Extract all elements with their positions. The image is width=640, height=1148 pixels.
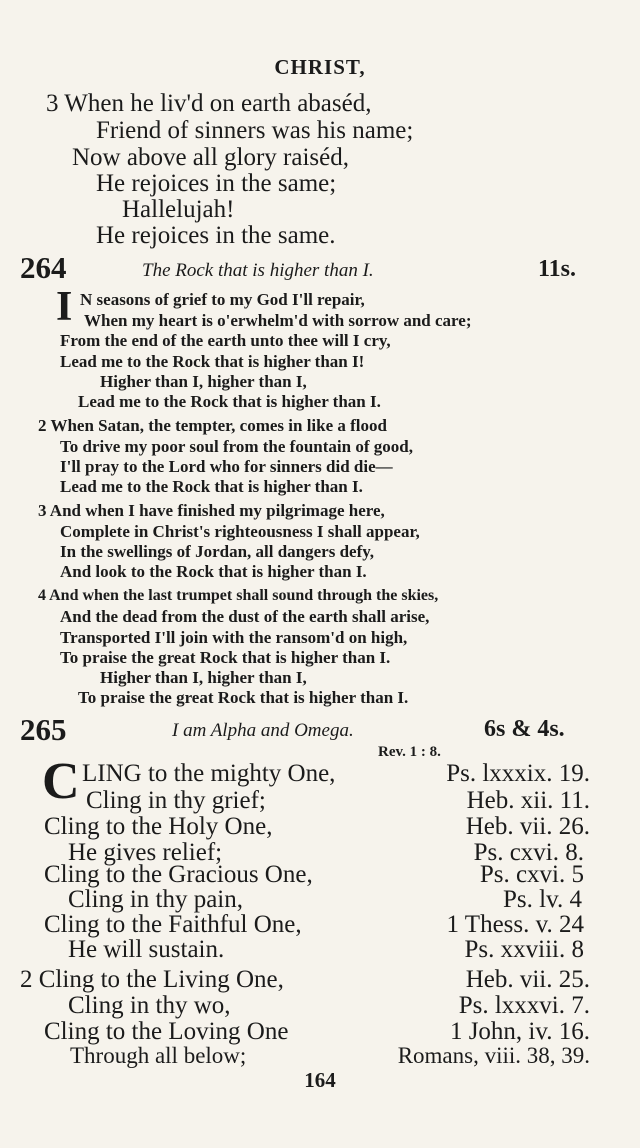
verse-line: LING to the mighty One,	[82, 760, 336, 787]
verse-reference: Ps. cxvi. 5	[479, 861, 584, 888]
hymn-title: The Rock that is higher than I.	[142, 260, 374, 281]
verse-line: Higher than I, higher than I,	[100, 668, 307, 687]
verse-reference: Romans, viii. 38, 39.	[397, 1043, 590, 1068]
scripture-reference: Rev. 1 : 8.	[378, 744, 441, 760]
prev-stanza-line: Friend of sinners was his name;	[96, 117, 414, 144]
verse-line: I'll pray to the Lord who for sinners did die—	[60, 457, 393, 476]
verse-line: Cling to the Loving One	[44, 1018, 289, 1045]
hymn-meter: 11s.	[538, 256, 577, 282]
verse-line: Complete in Christ's righteousness I shall appear,	[60, 522, 420, 541]
verse-line: Cling to the Faithful One,	[44, 911, 302, 938]
verse-line: When my heart is o'erwhelm'd with sorrow and care;	[84, 311, 472, 330]
verse-line: From the end of the earth unto thee will I cry,	[60, 331, 391, 350]
verse-line: And the dead from the dust of the earth shall arise,	[60, 607, 430, 626]
verse-line: To drive my poor soul from the fountain of good,	[60, 437, 413, 456]
verse-line: Cling to the Holy One,	[44, 813, 273, 840]
verse-line: And look to the Rock that is higher than I.	[60, 562, 367, 581]
hymn-number: 265	[20, 712, 67, 747]
verse-reference: Heb. vii. 25.	[465, 966, 590, 993]
hymn-title: I am Alpha and Omega.	[172, 720, 354, 741]
page-header: CHRIST,	[274, 55, 366, 79]
verse-line: Lead me to the Rock that is higher than I.	[78, 392, 381, 411]
verse-line: Higher than I, higher than I,	[100, 372, 307, 391]
prev-stanza-line: He rejoices in the same;	[96, 170, 337, 197]
verse-line: He gives relief;	[68, 839, 223, 866]
verse-reference: Heb. vii. 26.	[465, 813, 590, 840]
prev-stanza-line: Hallelujah!	[122, 196, 235, 223]
verse-line: Lead me to the Rock that is higher than I.	[60, 477, 363, 496]
prev-stanza-line: He rejoices in the same.	[96, 222, 336, 249]
verse-reference: 1 Thess. v. 24	[446, 911, 584, 938]
verse-line: 4 And when the last trumpet shall sound through the skies,	[38, 587, 439, 604]
verse-line: He will sustain.	[68, 936, 225, 963]
verse-line: To praise the great Rock that is higher than I.	[60, 648, 391, 667]
verse-reference: Heb. xii. 11.	[466, 787, 590, 814]
verse-line: 3 And when I have finished my pilgrimage here,	[38, 501, 385, 520]
verse-line: Lead me to the Rock that is higher than I!	[60, 352, 365, 371]
drop-cap: I	[56, 284, 73, 330]
prev-stanza-line: 3 When he liv'd on earth abaséd,	[46, 90, 372, 117]
verse-line: Cling in thy wo,	[68, 992, 231, 1019]
verse-line: Transported I'll join with the ransom'd on high,	[60, 628, 408, 647]
verse-line: Cling in thy grief;	[86, 787, 266, 814]
verse-reference: Ps. lxxxix. 19.	[446, 760, 590, 787]
verse-line: To praise the great Rock that is higher than I.	[78, 688, 409, 707]
verse-line: Cling to the Gracious One,	[44, 861, 313, 888]
verse-reference: 1 John, iv. 16.	[449, 1018, 590, 1045]
prev-stanza-line: Now above all glory raiséd,	[72, 144, 350, 171]
hymn-meter: 6s & 4s.	[484, 716, 565, 742]
verse-reference: Ps. lxxxvi. 7.	[458, 992, 590, 1019]
verse-reference: Ps. lv. 4	[503, 886, 582, 913]
verse-line: 2 Cling to the Living One,	[20, 966, 284, 993]
verse-line: In the swellings of Jordan, all dangers defy,	[60, 542, 375, 561]
hymn-number: 264	[20, 250, 67, 285]
verse-line: N seasons of grief to my God I'll repair,	[80, 290, 365, 309]
verse-reference: Ps. xxviii. 8	[464, 936, 584, 963]
verse-reference: Ps. cxvi. 8.	[473, 839, 584, 866]
verse-line: 2 When Satan, the tempter, comes in like a flood	[38, 416, 387, 435]
verse-line: Through all below;	[70, 1043, 247, 1068]
verse-line: Cling in thy pain,	[68, 886, 243, 913]
drop-cap: C	[42, 753, 80, 810]
page-number: 164	[304, 1068, 336, 1092]
